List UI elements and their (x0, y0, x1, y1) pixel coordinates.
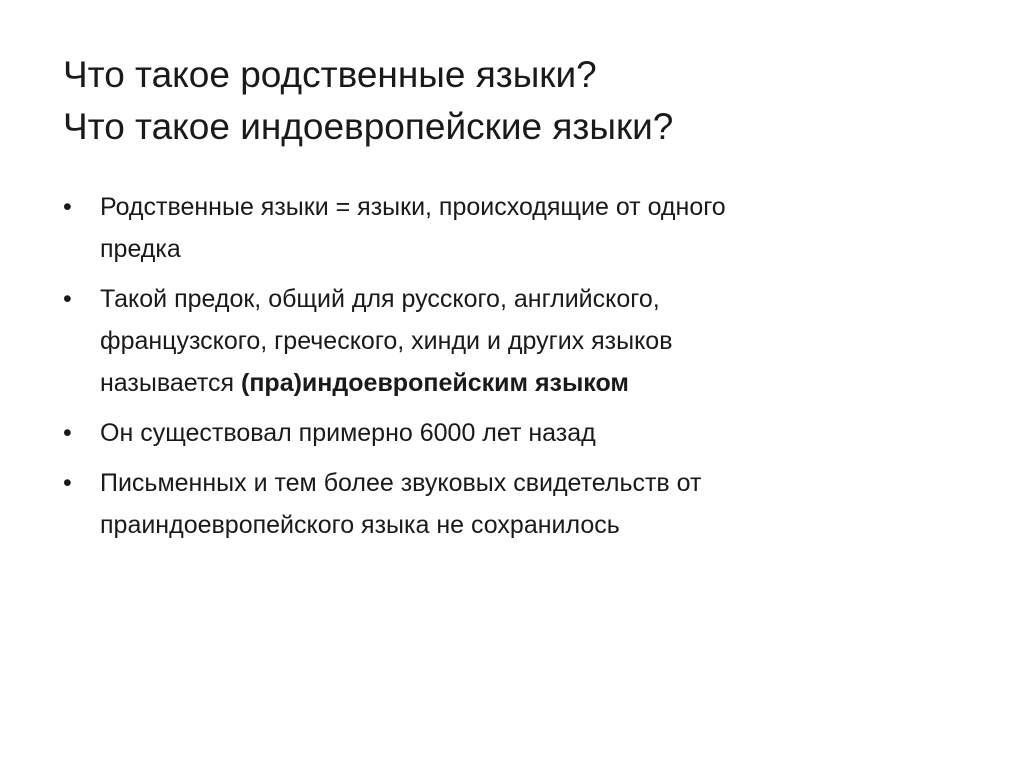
bullet-4-line-1: Письменных и тем более звуковых свидетельств от (100, 469, 702, 497)
title-line-2: Что такое индоевропейские языки? (63, 106, 674, 147)
slide-title (63, 49, 943, 153)
bullet-2-line-1: Такой предок, общий для русского, английского, (100, 285, 660, 313)
bullet-4-line-2: праиндоевропейского языка не сохранилось (100, 511, 620, 539)
bullet-3-line-1: Он существовал примерно 6000 лет назад (100, 419, 596, 447)
bullet-item-age (63, 412, 963, 454)
bullet-dot-icon: • (63, 419, 72, 447)
bullet-1-line-1: Родственные языки = языки, происходящие от одного (100, 193, 726, 221)
bullet-item-no-evidence (63, 462, 963, 546)
title-line-1: Что такое родственные языки? (63, 54, 597, 95)
bullet-2-line-3 (100, 362, 963, 404)
bullet-item-common-ancestor (63, 278, 963, 404)
bullet-2-line-3-prefix: называется (100, 369, 241, 397)
bullet-1-line-2: предка (100, 235, 181, 263)
bullet-dot-icon: • (63, 469, 72, 497)
bullet-2-line-2: французского, греческого, хинди и других языков (100, 327, 673, 355)
bullet-dot-icon: • (63, 285, 72, 313)
bullet-2-bold-term: (пра)индоевропейским языком (241, 369, 629, 397)
bullet-list (63, 186, 963, 554)
bullet-item-related-languages (63, 186, 963, 270)
bullet-dot-icon: • (63, 193, 72, 221)
